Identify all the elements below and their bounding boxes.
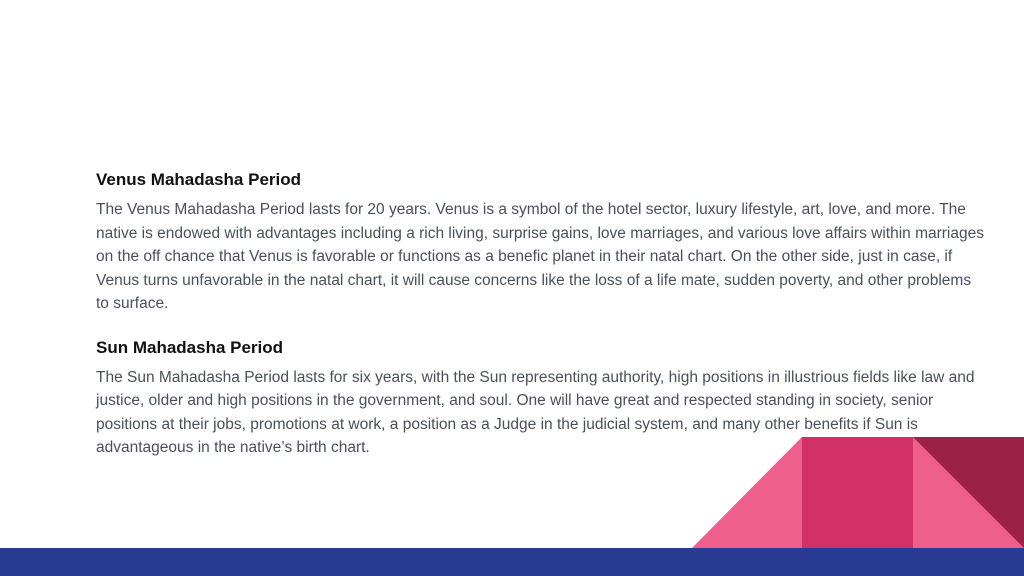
section-heading-sun: Sun Mahadasha Period	[96, 337, 284, 357]
slide-content	[96, 168, 986, 460]
section-heading-venus: Venus Mahadasha Period	[96, 170, 302, 189]
sun-section	[96, 336, 986, 460]
section-body-venus: The Venus Mahadasha Period lasts for 20 years. Venus is a symbol of the hotel sector, luxury lifestyle, art, love, and more. The native is endowed with advantages including a rich living, surprise gains, love marriages, and various love affairs within marriages on the off chance that Venus is favorable or functions as a benefic planet in their natal chart. On the other side, just in case, if Venus turns unfavorable in the natal chart, it will cause concerns like the loss of a life mate, sudden poverty, and other problems to surface.	[96, 201, 984, 312]
footer-bar	[0, 548, 1024, 576]
section-body-sun: The Sun Mahadasha Period lasts for six years, with the Sun representing authority, high positions in illustrious fields like law and justice, older and high positions in the government, and soul. One will have great and respected standing in society, senior positions at their jobs, promotions at work, a position as a Judge in the judicial system, and many other benefits if Sun is advantageous in the native’s birth chart.	[96, 368, 975, 456]
venus-section	[96, 168, 986, 316]
